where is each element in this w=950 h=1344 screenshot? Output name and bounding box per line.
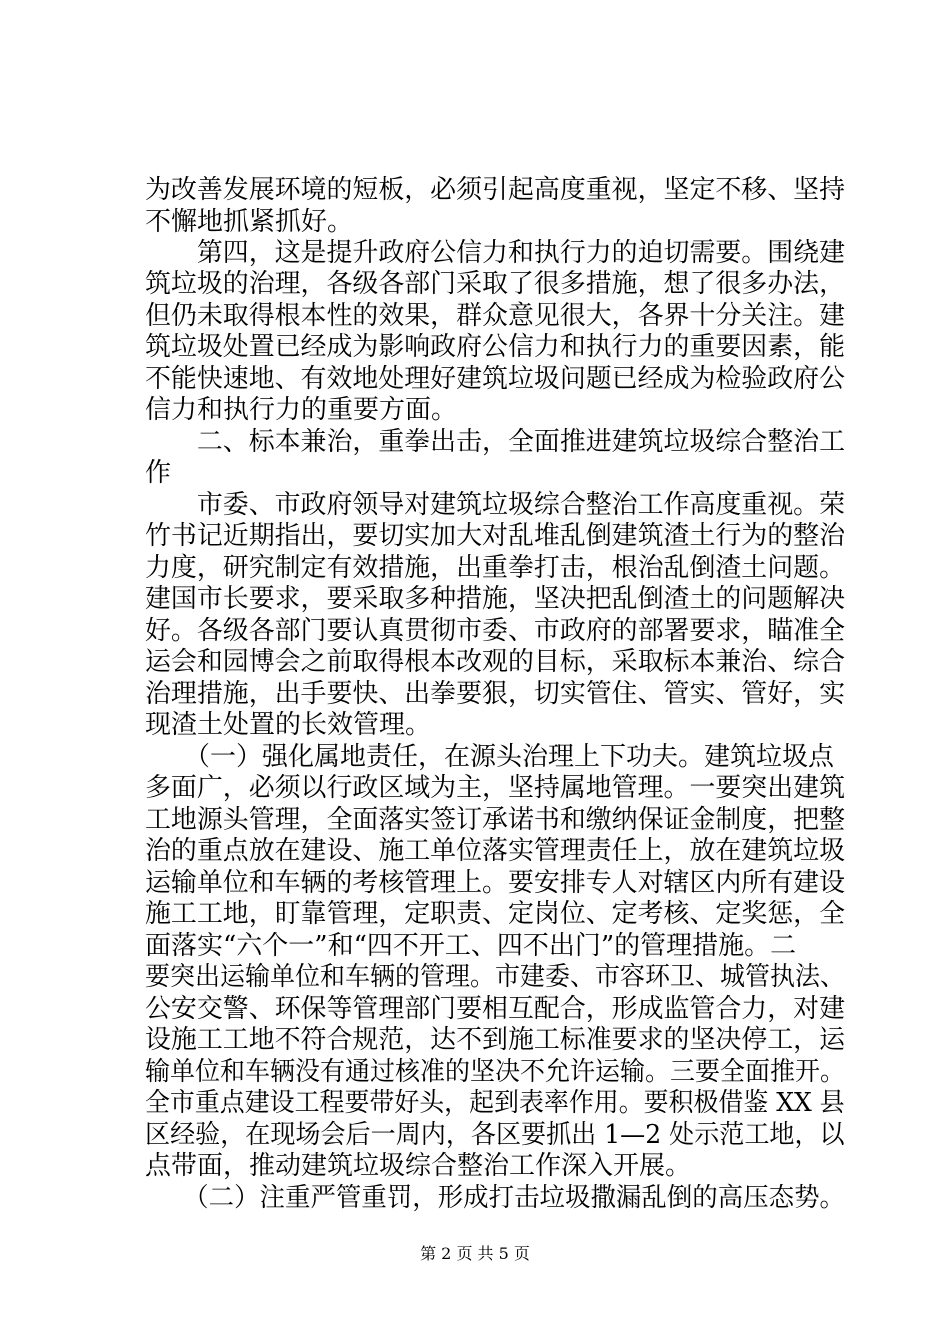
text-line: 治的重点放在建设、施工单位落实管理责任上，放在建筑垃圾 [145, 836, 846, 866]
text-line: 筑垃圾处置已经成为影响政府公信力和执行力的重要因素，能 [145, 332, 846, 362]
text-line: 信力和执行力的重要方面。 [145, 395, 458, 425]
text-line: 施工工地，盯靠管理，定职责、定岗位、定考核、定奖惩，全 [145, 899, 846, 929]
text-line: 输单位和车辆没有通过核准的坚决不允许运输。三要全面推开。 [145, 1057, 846, 1087]
page-number-footer: 第 2 页 共 5 页 [420, 1244, 530, 1263]
text-line: 区经验，在现场会后一周内，各区要抓出 1—2 处示范工地，以 [145, 1120, 845, 1150]
text-line: 设施工工地不符合规范，达不到施工标准要求的坚决停工，运 [145, 1025, 846, 1055]
text-line: 筑垃圾的治理，各级各部门采取了很多措施，想了很多办法， [145, 269, 846, 299]
text-line: 但仍未取得根本性的效果，群众意见很大，各界十分关注。建 [145, 301, 846, 331]
text-line: 市委、市政府领导对建筑垃圾综合整治工作高度重视。荣 [145, 490, 846, 520]
text-line: （一）强化属地责任，在源头治理上下功夫。建筑垃圾点 [145, 742, 835, 772]
text-line: （二）注重严管重罚，形成打击垃圾撒漏乱倒的高压态势。 [145, 1183, 846, 1213]
text-line: 为改善发展环境的短板，必须引起高度重视，坚定不移、坚持 [145, 175, 846, 205]
text-line: 建国市长要求，要采取多种措施，坚决把乱倒渣土的问题解决 [145, 584, 846, 614]
section-heading: 二、标本兼治，重拳出击，全面推进建筑垃圾综合整治工 [145, 427, 846, 457]
text-line: 不懈地抓紧抓好。 [145, 207, 354, 237]
text-line: 治理措施，出手要快、出拳要狠，切实管住、管实、管好，实 [145, 679, 846, 709]
text-line: 现渣土处置的长效管理。 [145, 710, 432, 740]
text-line: 第四，这是提升政府公信力和执行力的迫切需要。围绕建 [145, 238, 846, 268]
text-line: 好。各级各部门要认真贯彻市委、市政府的部署要求，瞄准全 [145, 616, 846, 646]
text-line: 不能快速地、有效地处理好建筑垃圾问题已经成为检验政府公 [145, 364, 846, 394]
text-line: 运输单位和车辆的考核管理上。要安排专人对辖区内所有建设 [145, 868, 846, 898]
text-line: 公安交警、环保等管理部门要相互配合，形成监管合力，对建 [145, 994, 846, 1024]
text-line: 竹书记近期指出，要切实加大对乱堆乱倒建筑渣土行为的整治 [145, 521, 846, 551]
text-line: 全市重点建设工程要带好头，起到表率作用。要积极借鉴 XX 县 [145, 1088, 845, 1118]
text-line: 点带面，推动建筑垃圾综合整治工作深入开展。 [145, 1151, 692, 1181]
text-line: 要突出运输单位和车辆的管理。市建委、市容环卫、城管执法、 [145, 962, 846, 992]
text-line: 面落实“六个一”和“四不开工、四不出门”的管理措施。二 [145, 931, 797, 961]
section-heading: 作 [145, 458, 172, 488]
text-line: 工地源头管理，全面落实签订承诺书和缴纳保证金制度，把整 [145, 805, 846, 835]
text-line: 力度，研究制定有效措施，出重拳打击，根治乱倒渣土问题。 [145, 553, 846, 583]
text-line: 多面广，必须以行政区域为主，坚持属地管理。一要突出建筑 [145, 773, 846, 803]
text-line: 运会和园博会之前取得根本改观的目标，采取标本兼治、综合 [145, 647, 846, 677]
